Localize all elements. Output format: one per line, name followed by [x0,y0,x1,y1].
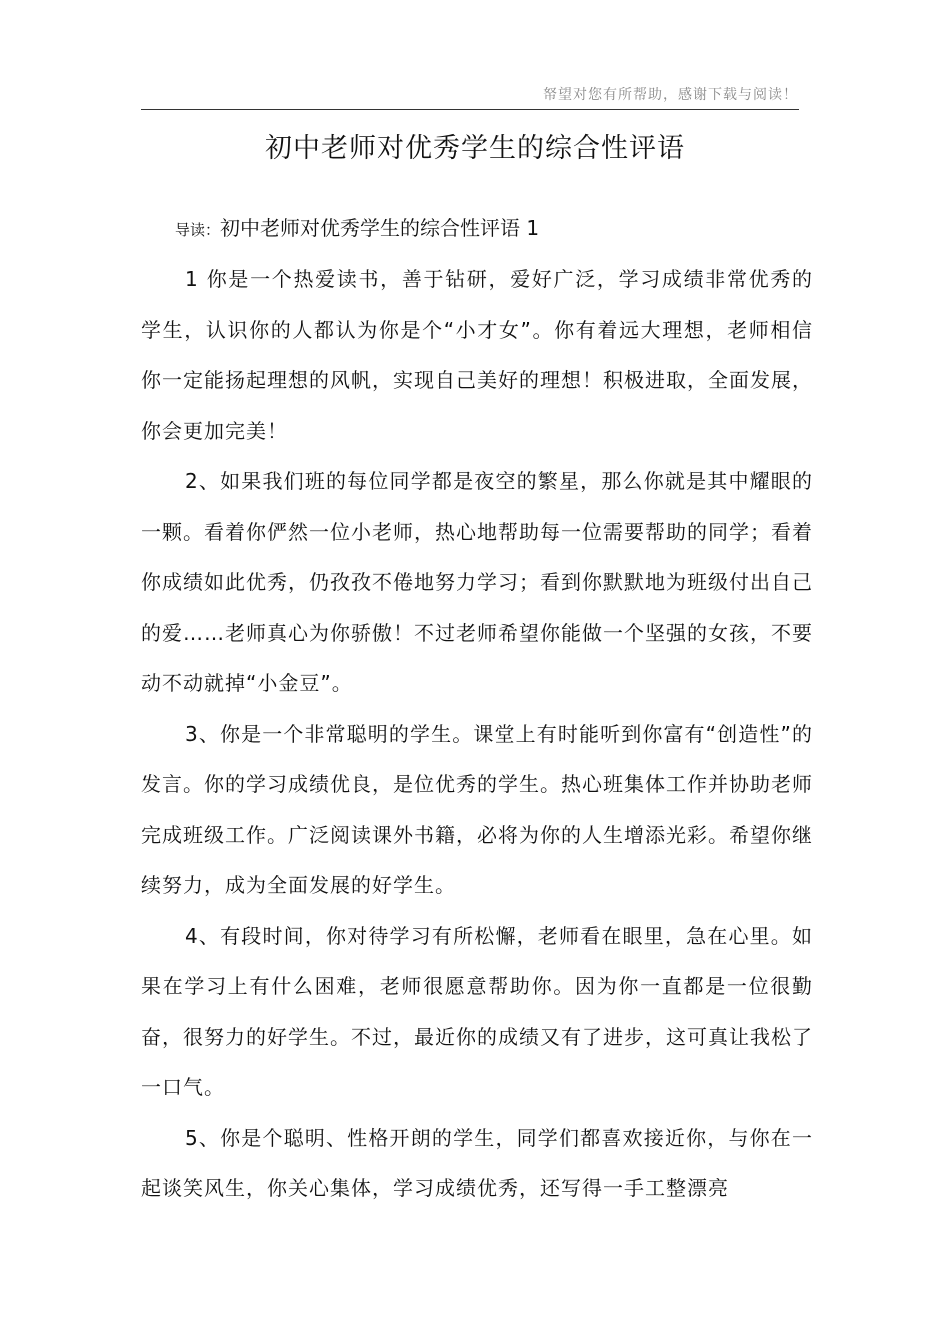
intro-line [175,212,539,241]
intro-text: 初中老师对优秀学生的综合性评语 1 [220,216,540,240]
paragraph-2: 2、如果我们班的每位同学都是夜空的繁星，那么你就是其中耀眼的一颗。看着你俨然一位小老师，热心地帮助每一位需要帮助的同学；看着你成绩如此优秀，仍孜孜不倦地努力学习；看到你默默地为班级付出自己的爱……老师真心为你骄傲！不过老师希望你能做一个坚强的女孩，不要动不动就掉“小金豆”。 [141,469,813,695]
paragraph-1: 1 你是一个热爱读书，善于钻研，爱好广泛，学习成绩非常优秀的学生，认识你的人都认为你是个“小才女”。你有着远大理想，老师相信你一定能扬起理想的风帆，实现自己美好的理想！积极进取，全面发展，你会更加完美！ [141,267,813,443]
paragraph-4: 4、有段时间，你对待学习有所松懈，老师看在眼里，急在心里。如果在学习上有什么困难，老师很愿意帮助你。因为你一直都是一位很勤奋，很努力的好学生。不过，最近你的成绩又有了进步，这可真让我松了一口气。 [141,923,813,1099]
intro-label: 导读： [175,221,221,239]
document-title: 初中老师对优秀学生的综合性评语 [265,133,685,164]
header-divider [141,109,799,110]
paragraph-5: 5、你是个聪明、性格开朗的学生，同学们都喜欢接近你，与你在一起谈笑风生，你关心集体，学习成绩优秀，还写得一手工整漂亮 [141,1125,813,1200]
paragraph-3: 3、你是一个非常聪明的学生。课堂上有时能听到你富有“创造性”的发言。你的学习成绩优良，是位优秀的学生。热心班集体工作并协助老师完成班级工作。广泛阅读课外书籍，必将为你的人生增添光彩。希望你继续努力，成为全面发展的好学生。 [141,721,813,897]
header-note: 帑望对您有所帮助，感谢下载与阅读！ [543,87,798,103]
document-body [141,254,813,1214]
